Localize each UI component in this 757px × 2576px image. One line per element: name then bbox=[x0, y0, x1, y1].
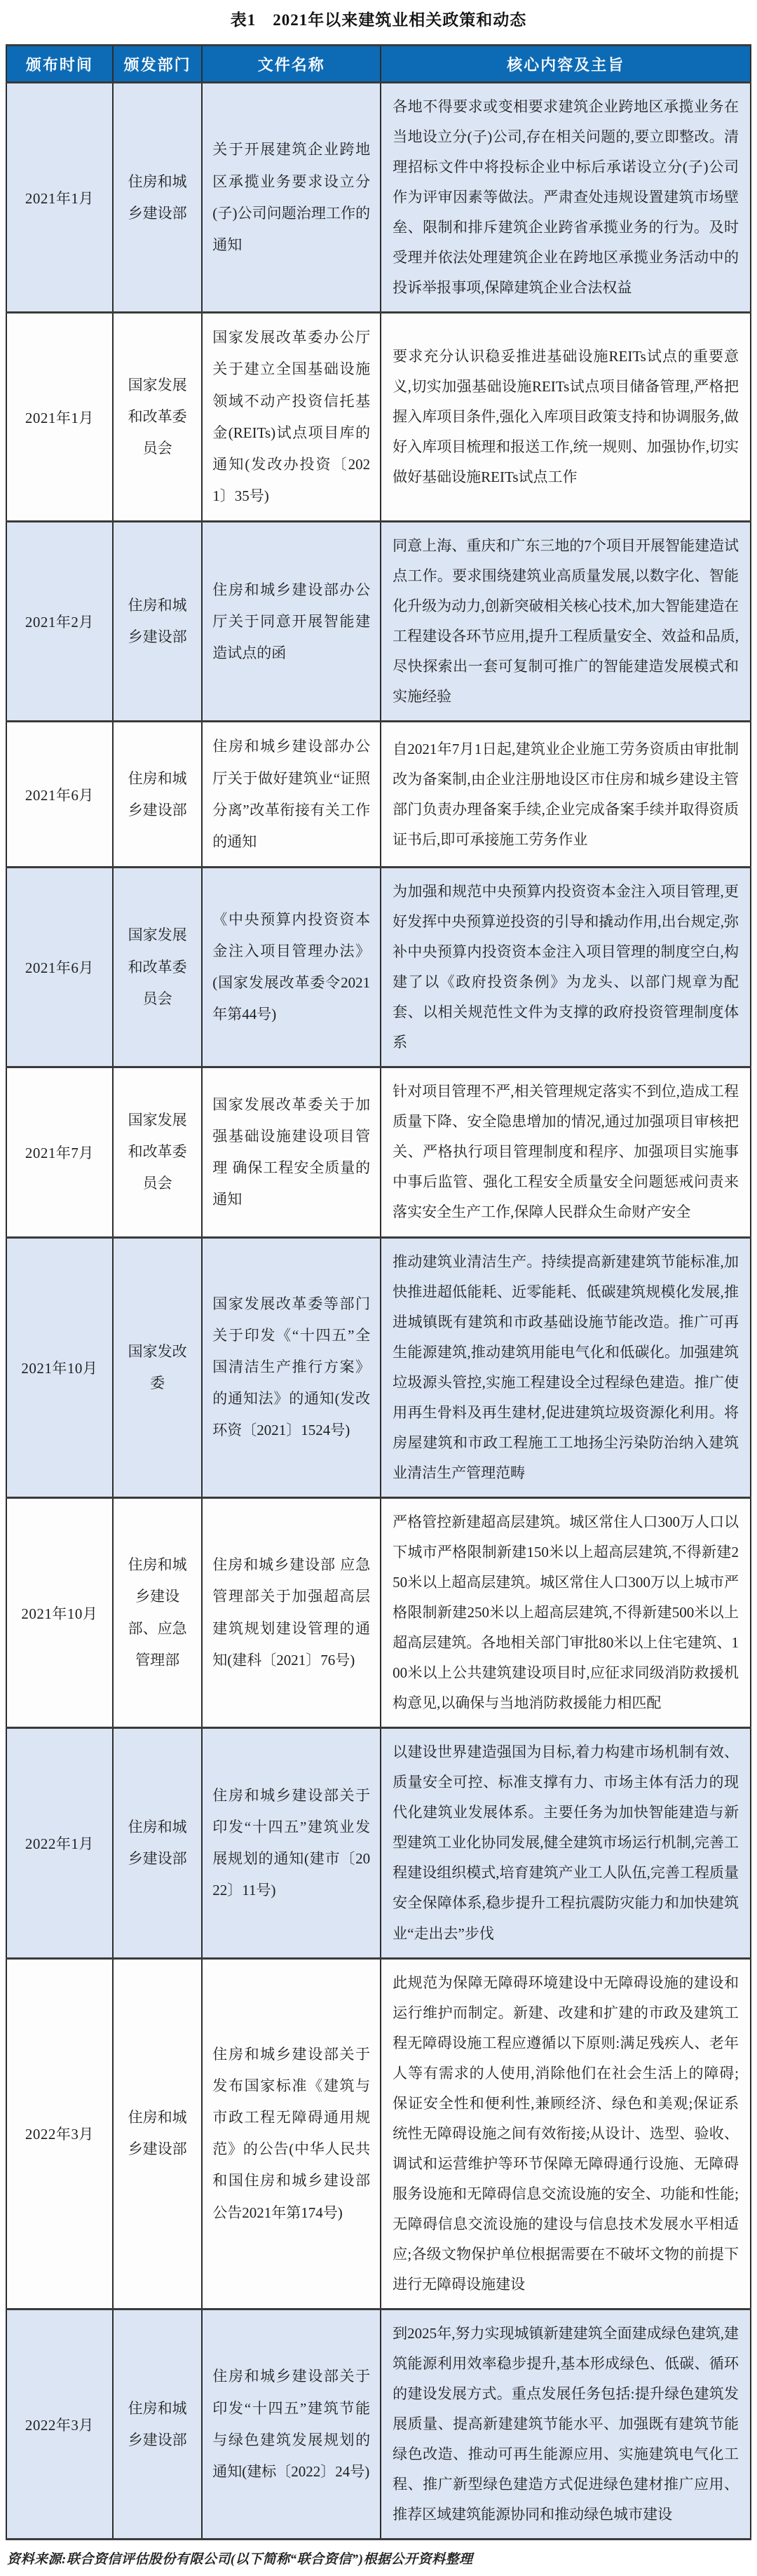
cell-doc: 国家发展改革委等部门关于印发《“十四五”全国清洁生产推行方案》的通知法》的通知(发改环资〔2021〕1524号) bbox=[202, 1237, 381, 1497]
table-row bbox=[6, 1958, 751, 2309]
cell-content: 严格管控新建超高层建筑。城区常住人口300万人口以下城市严格限制新建150米以上超高层建筑,不得新建250米以上超高层建筑。城区常住人口300万以上城市严格限制新建250米以上超高层建筑,不得新建500米以上超高层建筑。各地相关部门审批80米以上住宅建筑、100米以上公共建筑建设项目时,应征求同级消防救援机构意见,以确保与当地消防救援能力相匹配 bbox=[381, 1497, 751, 1727]
cell-time: 2021年1月 bbox=[6, 83, 113, 313]
cell-dept: 国家发改委 bbox=[113, 1237, 202, 1497]
cell-doc: 关于开展建筑企业跨地区承揽业务要求设立分(子)公司问题治理工作的通知 bbox=[202, 83, 381, 313]
cell-dept: 住房和城乡建设部 bbox=[113, 522, 202, 722]
cell-dept: 国家发展和改革委员会 bbox=[113, 1067, 202, 1237]
cell-content: 为加强和规范中央预算内投资资本金注入项目管理,更好发挥中央预算逆投资的引导和撬动作用,出台规定,弥补中央预算内投资资本金注入项目管理的制度空白,构建了以《政府投资条例》为龙头、以部门规章为配套、以相关规范性文件为支撑的政府投资管理制度体系 bbox=[381, 868, 751, 1067]
table-row bbox=[6, 868, 751, 1067]
table-row bbox=[6, 2309, 751, 2540]
cell-dept: 住房和城乡建设部 bbox=[113, 722, 202, 868]
column-header-doc: 文件名称 bbox=[202, 46, 381, 83]
cell-doc: 国家发展改革委办公厅关于建立全国基础设施领域不动产投资信托基金(REITs)试点项目库的通知(发改办投资〔2021〕35号) bbox=[202, 313, 381, 522]
cell-doc: 住房和城乡建设部关于印发“十四五”建筑节能与绿色建筑发展规划的通知(建标〔2022〕24号) bbox=[202, 2309, 381, 2540]
cell-doc: 住房和城乡建设部办公厅关于做好建筑业“证照分离”改革衔接有关工作的通知 bbox=[202, 722, 381, 868]
table-row bbox=[6, 522, 751, 722]
cell-time: 2021年2月 bbox=[6, 522, 113, 722]
cell-doc: 住房和城乡建设部关于印发“十四五”建筑业发展规划的通知(建市〔2022〕11号) bbox=[202, 1728, 381, 1958]
cell-dept: 住房和城乡建设部 bbox=[113, 2309, 202, 2540]
cell-dept: 国家发展和改革委员会 bbox=[113, 868, 202, 1067]
cell-content: 同意上海、重庆和广东三地的7个项目开展智能建造试点工作。要求围绕建筑业高质量发展,以数字化、智能化升级为动力,创新突破相关核心技术,加大智能建造在工程建设各环节应用,提升工程质量安全、效益和品质,尽快探索出一套可复制可推广的智能建造发展模式和实施经验 bbox=[381, 522, 751, 722]
table-row bbox=[6, 313, 751, 522]
table-row bbox=[6, 83, 751, 313]
table-row bbox=[6, 1728, 751, 1958]
table-row bbox=[6, 1237, 751, 1497]
cell-dept: 住房和城乡建设部 bbox=[113, 1958, 202, 2309]
cell-time: 2021年6月 bbox=[6, 722, 113, 868]
cell-content: 要求充分认识稳妥推进基础设施REITs试点的重要意义,切实加强基础设施REITs试点项目储备管理,严格把握入库项目条件,强化入库项目政策支持和协调服务,做好入库项目梳理和报送工作,统一规则、加强协作,切实做好基础设施REITs试点工作 bbox=[381, 313, 751, 522]
cell-time: 2021年10月 bbox=[6, 1237, 113, 1497]
column-header-dept: 颁发部门 bbox=[113, 46, 202, 83]
cell-time: 2021年7月 bbox=[6, 1067, 113, 1237]
table-header-row bbox=[6, 46, 751, 83]
cell-time: 2022年3月 bbox=[6, 1958, 113, 2309]
cell-time: 2021年6月 bbox=[6, 868, 113, 1067]
cell-content: 推动建筑业清洁生产。持续提高新建建筑节能标准,加快推进超低能耗、近零能耗、低碳建筑规模化发展,推进城镇既有建筑和市政基础设施节能改造。推广可再生能源建筑,推动建筑用能电气化和低碳化。加强建筑垃圾源头管控,实施工程建设全过程绿色建造。推广使用再生骨料及再生建材,促进建筑垃圾资源化利用。将房屋建筑和市政工程施工工地扬尘污染防治纳入建筑业清洁生产管理范畴 bbox=[381, 1237, 751, 1497]
page-title: 表1 2021年以来建筑业相关政策和动态 bbox=[230, 11, 527, 29]
cell-doc: 《中央预算内投资资本金注入项目管理办法》(国家发展改革委令2021年第44号) bbox=[202, 868, 381, 1067]
cell-time: 2022年1月 bbox=[6, 1728, 113, 1958]
cell-content: 此规范为保障无障碍环境建设中无障碍设施的建设和运行维护而制定。新建、改建和扩建的市政及建筑工程无障碍设施工程应遵循以下原则:满足残疾人、老年人等有需求的人使用,消除他们在社会生活上的障碍;保证安全性和便利性,兼顾经济、绿色和美观;保证系统性无障碍设施之间有效衔接;从设计、选型、验收、调试和运营维护等环节保障无障碍通行设施、无障碍服务设施和无障碍信息交流设施的安全、功能和性能;无障碍信息交流设施的建设与信息技术发展水平相适应;各级文物保护单位根据需要在不破坏文物的前提下进行无障碍设施建设 bbox=[381, 1958, 751, 2309]
policy-table bbox=[6, 44, 751, 2540]
cell-content: 以建设世界建造强国为目标,着力构建市场机制有效、质量安全可控、标准支撑有力、市场主体有活力的现代化建筑业发展体系。主要任务为加快智能建造与新型建筑工业化协同发展,健全建筑市场运行机制,完善工程建设组织模式,培育建筑产业工人队伍,完善工程质量安全保障体系,稳步提升工程抗震防灾能力和加快建筑业“走出去”步伐 bbox=[381, 1728, 751, 1958]
cell-content: 到2025年,努力实现城镇新建建筑全面建成绿色建筑,建筑能源利用效率稳步提升,基本形成绿色、低碳、循环的建设发展方式。重点发展任务包括:提升绿色建筑发展质量、提高新建建筑节能水平、加强既有建筑节能绿色改造、推动可再生能源应用、实施建筑电气化工程、推广新型绿色建造方式促进绿色建材推广应用、推荐区域建筑能源协同和推动绿色城市建设 bbox=[381, 2309, 751, 2540]
column-header-time: 颁布时间 bbox=[6, 46, 113, 83]
cell-dept: 住房和城乡建设部 bbox=[113, 1728, 202, 1958]
cell-time: 2022年3月 bbox=[6, 2309, 113, 2540]
cell-time: 2021年10月 bbox=[6, 1497, 113, 1727]
table-row bbox=[6, 1067, 751, 1237]
source-note: 资料来源:联合资信评估股份有限公司(以下简称“联合资信”)根据公开资料整理 bbox=[7, 2552, 473, 2568]
cell-doc: 住房和城乡建设部办公厅关于同意开展智能建造试点的函 bbox=[202, 522, 381, 722]
cell-dept: 国家发展和改革委员会 bbox=[113, 313, 202, 522]
cell-content: 针对项目管理不严,相关管理规定落实不到位,造成工程质量下降、安全隐患增加的情况,通过加强项目审核把关、严格执行项目管理制度和程序、加强项目实施事中事后监管、强化工程安全质量安全问题惩戒问责来落实安全生产工作,保障人民群众生命财产安全 bbox=[381, 1067, 751, 1237]
cell-doc: 住房和城乡建设部关于发布国家标准《建筑与市政工程无障碍通用规范》的公告(中华人民共和国住房和城乡建设部公告2021年第174号) bbox=[202, 1958, 381, 2309]
table-row bbox=[6, 722, 751, 868]
cell-doc: 住房和城乡建设部 应急管理部关于加强超高层建筑规划建设管理的通知(建科〔2021〕76号) bbox=[202, 1497, 381, 1727]
cell-content: 自2021年7月1日起,建筑业企业施工劳务资质由审批制改为备案制,由企业注册地设区市住房和城乡建设主管部门负责办理备案手续,企业完成备案手续并取得资质证书后,即可承接施工劳务作业 bbox=[381, 722, 751, 868]
cell-content: 各地不得要求或变相要求建筑企业跨地区承揽业务在当地设立分(子)公司,存在相关问题的,要立即整改。清理招标文件中将投标企业中标后承诺设立分(子)公司作为评审因素等做法。严肃查处违规设置建筑市场壁垒、限制和排斥建筑企业跨省承揽业务的行为。及时受理并依法处理建筑企业在跨地区承揽业务活动中的投诉举报事项,保障建筑企业合法权益 bbox=[381, 83, 751, 313]
cell-dept: 住房和城乡建设部、应急管理部 bbox=[113, 1497, 202, 1727]
cell-time: 2021年1月 bbox=[6, 313, 113, 522]
column-header-content: 核心内容及主旨 bbox=[381, 46, 751, 83]
table-row bbox=[6, 1497, 751, 1727]
cell-dept: 住房和城乡建设部 bbox=[113, 83, 202, 313]
cell-doc: 国家发展改革委关于加强基础设施建设项目管理 确保工程安全质量的通知 bbox=[202, 1067, 381, 1237]
